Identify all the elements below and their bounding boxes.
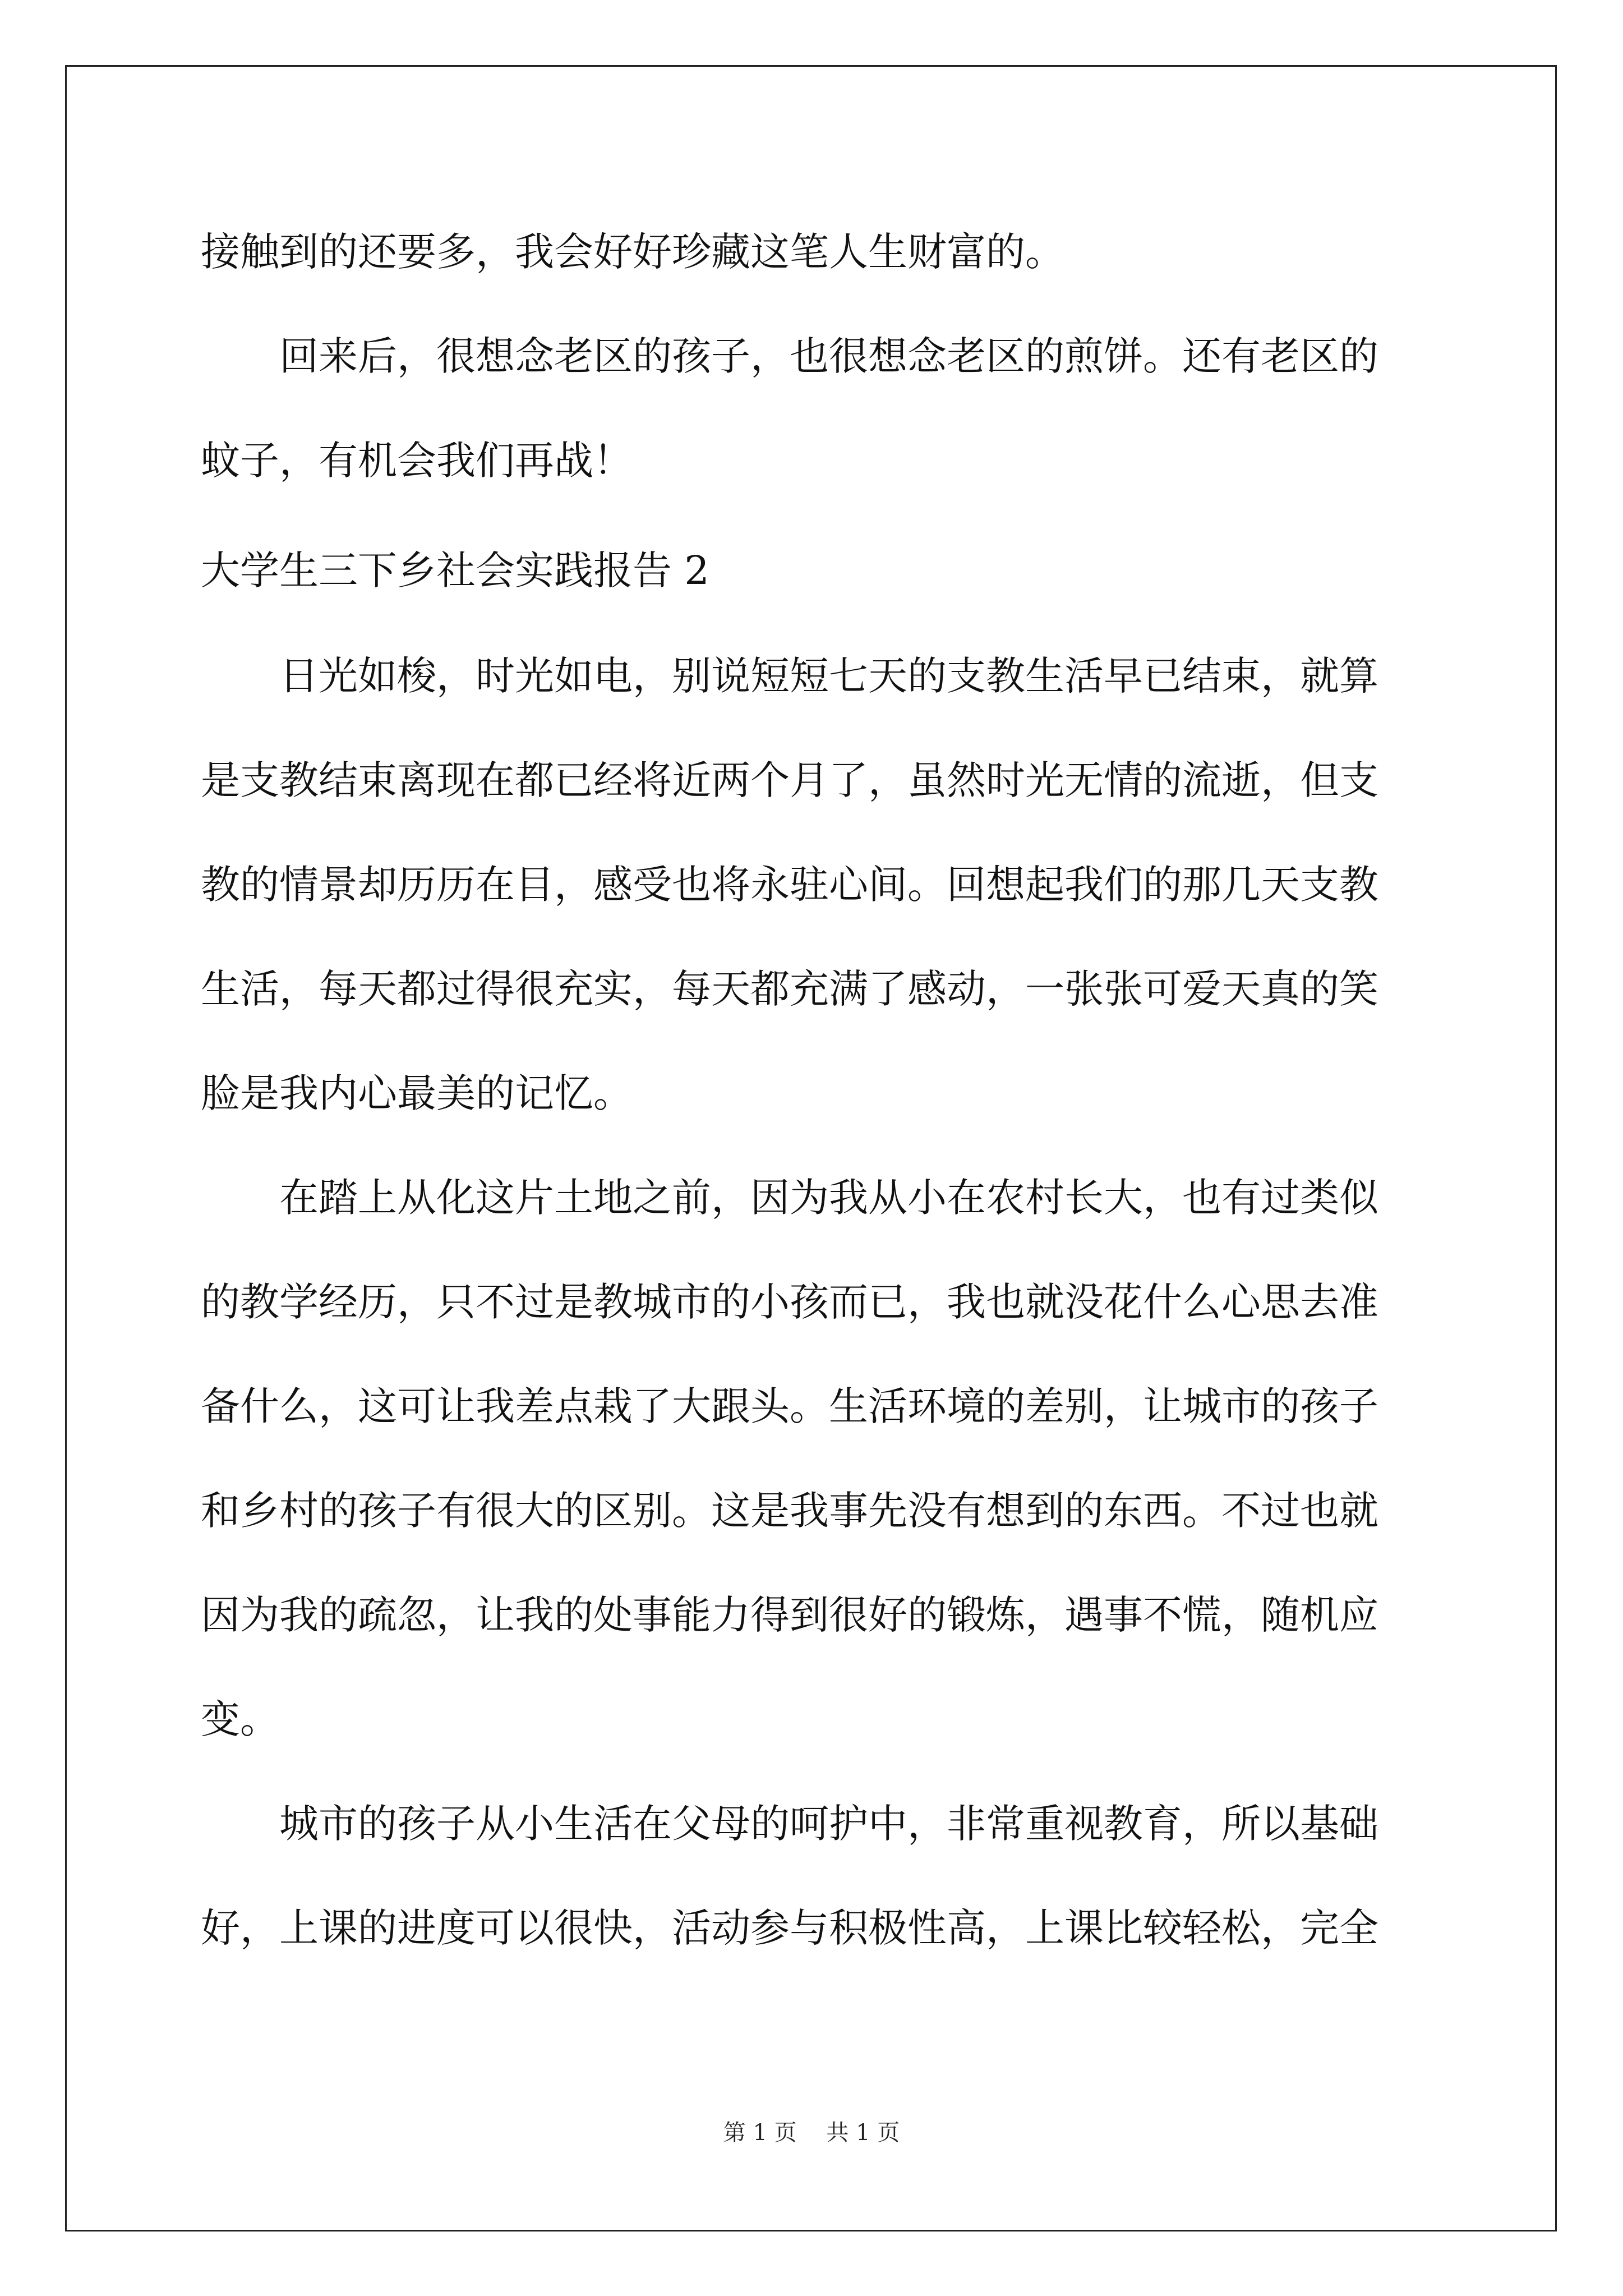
text-line: 生活，每天都过得很充实，每天都充满了感动，一张张可爱天真的笑 xyxy=(201,966,1378,1012)
page-number: 第 1 页 xyxy=(723,2120,797,2146)
text-line: 和乡村的孩子有很大的区别。这是我事先没有想到的东西。不过也就 xyxy=(201,1488,1378,1534)
text-line: 备什么，这可让我差点栽了大跟头。生活环境的差别，让城市的孩子 xyxy=(201,1383,1378,1429)
text-line: 教的情景却历历在目，感受也将永驻心间。回想起我们的那几天支教 xyxy=(201,862,1378,908)
section-heading: 大学生三下乡社会实践报告 2 xyxy=(201,547,709,593)
text-line: 回来后，很想念老区的孩子，也很想念老区的煎饼。还有老区的 xyxy=(201,333,1378,379)
text-line: 日光如梭，时光如电，别说短短七天的支教生活早已结束，就算 xyxy=(201,653,1378,699)
text-line: 蚊子，有机会我们再战！ xyxy=(201,438,633,484)
text-line: 变。 xyxy=(201,1696,279,1742)
text-line: 好，上课的进度可以很快，活动参与积极性高，上课比较轻松，完全 xyxy=(201,1905,1378,1951)
text-line: 因为我的疏忽，让我的处事能力得到很好的锻炼，遇事不慌，随机应 xyxy=(201,1592,1378,1638)
text-line: 脸是我内心最美的记忆。 xyxy=(201,1070,633,1116)
text-line: 城市的孩子从小生活在父母的呵护中，非常重视教育，所以基础 xyxy=(201,1801,1378,1847)
page-total: 共 1 页 xyxy=(826,2120,900,2146)
text-line: 在踏上从化这片土地之前，因为我从小在农村长大，也有过类似 xyxy=(201,1175,1378,1221)
page-footer xyxy=(0,2122,1623,2144)
text-line: 的教学经历，只不过是教城市的小孩而已，我也就没花什么心思去准 xyxy=(201,1279,1378,1325)
text-line: 是支教结束离现在都已经将近两个月了，虽然时光无情的流逝，但支 xyxy=(201,757,1378,803)
text-line: 接触到的还要多，我会好好珍藏这笔人生财富的。 xyxy=(201,229,1064,275)
